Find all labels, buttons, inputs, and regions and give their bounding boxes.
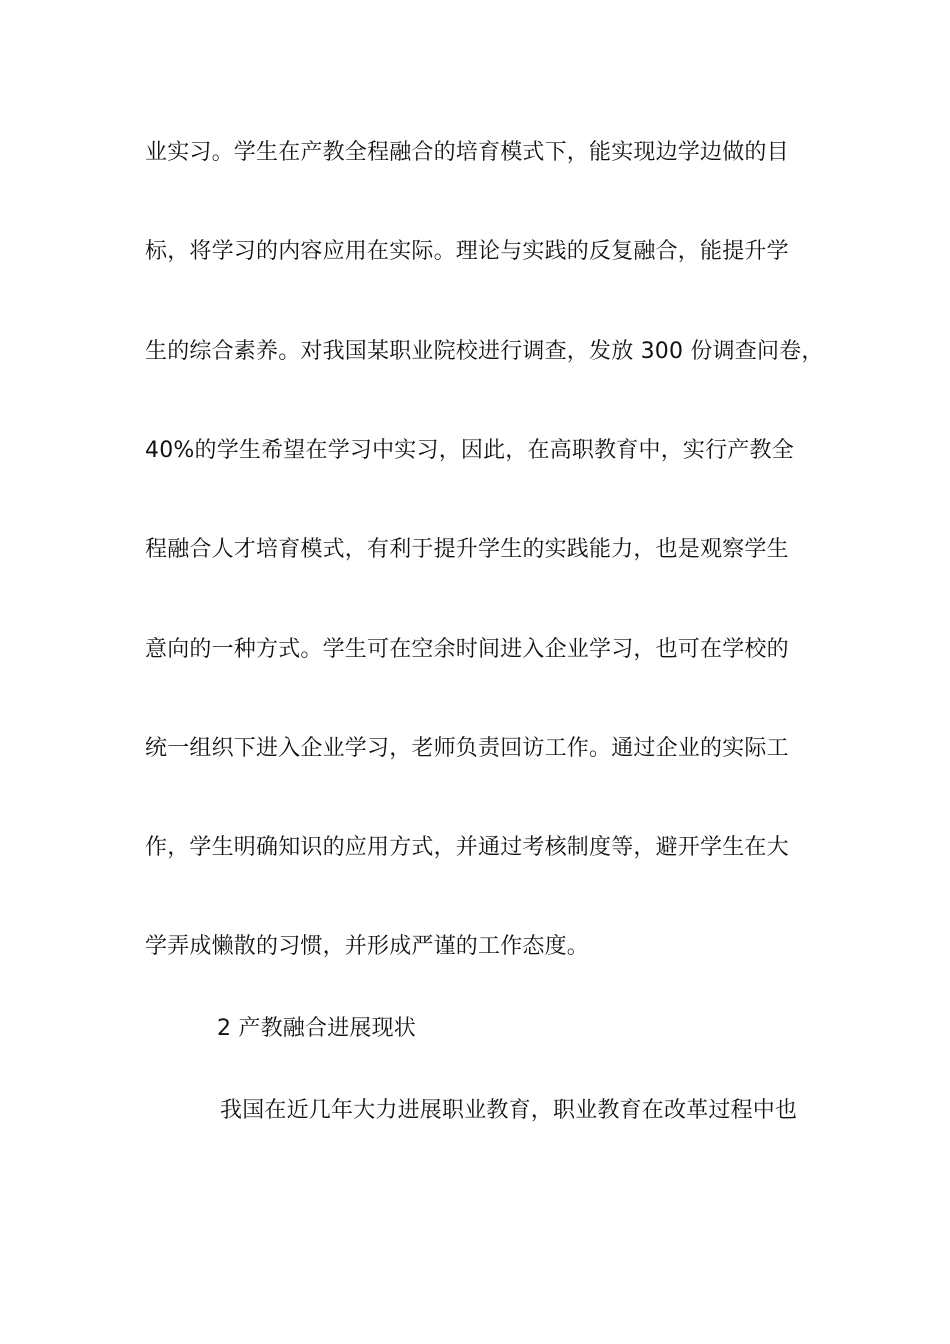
paragraph-line: 作，学生明确知识的应用方式，并通过考核制度等，避开学生在大: [145, 835, 789, 860]
paragraph-line: 学弄成懒散的习惯，并形成严谨的工作态度。: [145, 934, 590, 959]
paragraph-line: 我国在近几年大力进展职业教育，职业教育在改革过程中也: [220, 1098, 798, 1123]
paragraph-line: 生的综合素养。对我国某职业院校进行调查，发放 300 份调查问卷，: [145, 339, 824, 364]
paragraph-line: 标，将学习的内容应用在实际。理论与实践的反复融合，能提升学: [145, 239, 789, 264]
paragraph-line: 统一组织下进入企业学习，老师负责回访工作。通过企业的实际工: [145, 736, 789, 761]
paragraph-line: 意向的一种方式。学生可在空余时间进入企业学习，也可在学校的: [145, 637, 789, 662]
section-heading: 2 产教融合进展现状: [217, 1016, 416, 1041]
paragraph-line: 业实习。学生在产教全程融合的培育模式下，能实现边学边做的目: [145, 140, 789, 165]
paragraph-line: 40%的学生希望在学习中实习，因此，在高职教育中，实行产教全: [145, 438, 794, 463]
paragraph-line: 程融合人才培育模式，有利于提升学生的实践能力，也是观察学生: [145, 537, 789, 562]
